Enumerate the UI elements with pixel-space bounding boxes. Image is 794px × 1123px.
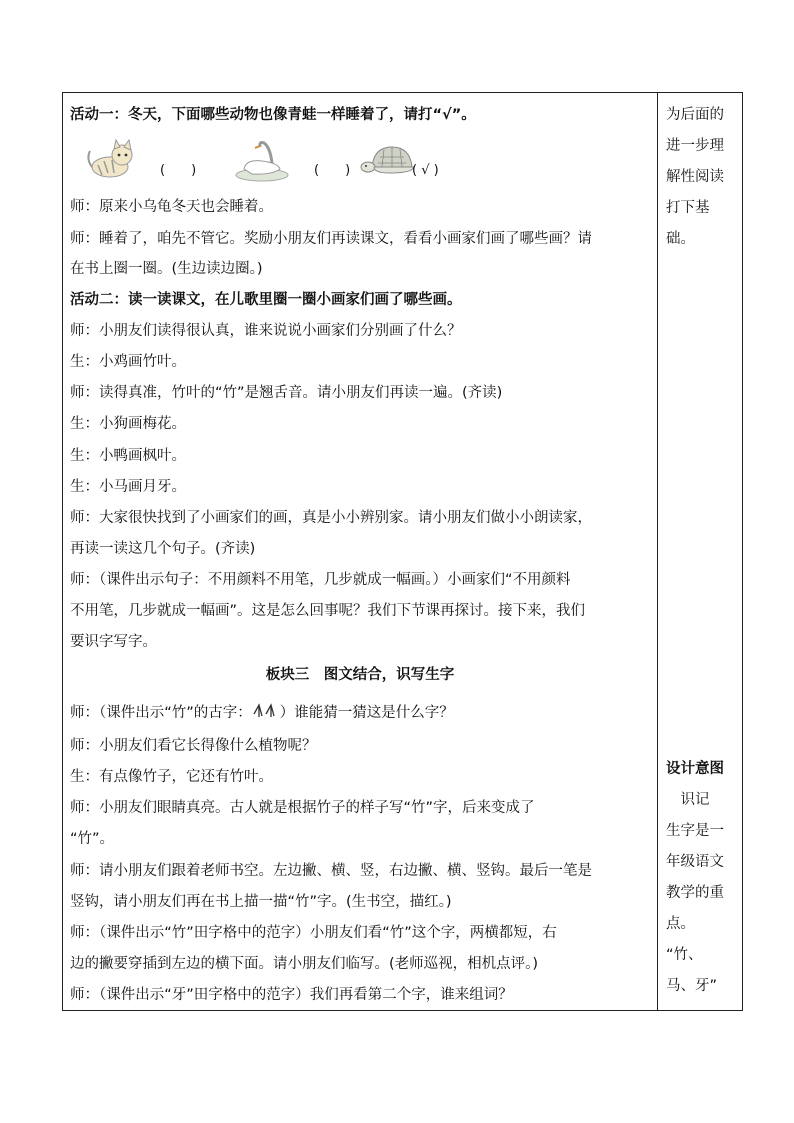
- swan-icon: [232, 137, 292, 183]
- cat-answer[interactable]: ( ): [160, 163, 197, 178]
- text-line: 要识字写字。: [70, 634, 157, 650]
- activity2-title: 活动二：读一读课文，在儿歌里圈一圈小画家们画了哪些画。: [70, 292, 462, 308]
- side-note-line: 础。: [666, 231, 695, 247]
- text-line: 师：（课件出示“竹”田字格中的范字）小朋友们看“竹”这个字，两横都短，右: [70, 925, 557, 941]
- ancient-line-after: ）谁能猜一猜这是什么字？: [279, 705, 454, 721]
- text-line: 师：（课件出示句子：不用颜料不用笔，几步就成一幅画。）小画家们“不用颜料: [70, 572, 571, 588]
- ancient-glyph-line: [70, 702, 454, 723]
- text-line: 生：有点像竹子，它还有竹叶。: [70, 769, 273, 785]
- side-note-line: 马、牙”: [666, 978, 718, 994]
- side-note-line: 为后面的: [666, 107, 724, 123]
- ancient-line-before: 师：（课件出示“竹”的古字：: [70, 705, 252, 721]
- animal-choices: [82, 137, 642, 185]
- side-note-line: 解性阅读: [666, 169, 724, 185]
- text-line: 生：小鸡画竹叶。: [70, 354, 186, 370]
- column-divider: [657, 93, 658, 1010]
- side-note-line: 进一步理: [666, 138, 724, 154]
- text-line: 师：读得真准，竹叶的“竹”是翘舌音。请小朋友们再读一遍。(齐读): [70, 385, 503, 401]
- text-line: 生：小狗画梅花。: [70, 416, 186, 432]
- cat-icon: [84, 137, 140, 181]
- section3-title: 板块三 图文结合，识写生字: [265, 667, 455, 683]
- text-line: 师：（课件出示“牙”田字格中的范字）我们再看第二个字，谁来组词？: [70, 987, 513, 1003]
- text-line: 生：小鸭画枫叶。: [70, 448, 186, 464]
- swan-answer[interactable]: ( ): [314, 163, 351, 178]
- text-line: “竹”。: [70, 831, 115, 847]
- text-line: 不用笔，几步就成一幅画”。这是怎么回事呢？我们下节课再探讨。接下来，我们: [70, 603, 586, 619]
- text-line: 师：原来小乌龟冬天也会睡着。: [70, 199, 273, 215]
- side-note-line: 教学的重: [666, 885, 724, 901]
- text-line: 师：大家很快找到了小画家们的画，真是小小辨别家。请小朋友们做小小朗读家，: [70, 510, 592, 526]
- text-line: 再读一读这几个句子。(齐读): [70, 541, 256, 557]
- side-note-line: 生字是一: [666, 823, 724, 839]
- side-note-line: 点。: [666, 916, 695, 932]
- turtle-answer[interactable]: ( √ ): [412, 163, 439, 178]
- text-line: 师：小朋友们看它长得像什么植物呢？: [70, 738, 317, 754]
- text-line: 师：睡着了，咱先不管它。奖励小朋友们再读课文，看看小画家们画了哪些画？请: [70, 231, 592, 247]
- side-note-line: 识记: [666, 792, 710, 808]
- text-line: 师：小朋友们读得很认真，谁来说说小画家们分别画了什么？: [70, 323, 462, 339]
- text-line: 边的撇要穿插到左边的横下面。请小朋友们临写。(老师巡视，相机点评。): [70, 956, 539, 972]
- text-line: 竖钩，请小朋友们再在书上描一描“竹”字。(生书空，描红。): [70, 894, 452, 910]
- text-line: 师：请小朋友们跟着老师书空。左边撇、横、竖，右边撇、横、竖钩。最后一笔是: [70, 863, 592, 879]
- side-note-line: 打下基: [666, 200, 710, 216]
- side-note-line: “竹、: [666, 947, 703, 963]
- text-line: 在书上圈一圈。(生边读边圈。): [70, 261, 263, 277]
- lesson-plan-table: [62, 92, 743, 1011]
- side-note-line: 年级语文: [666, 854, 724, 870]
- design-intent-heading: 设计意图: [666, 761, 724, 777]
- text-line: 师：小朋友们眼睛真亮。古人就是根据竹子的样子写“竹”字，后来变成了: [70, 800, 535, 816]
- text-line: 生：小马画月牙。: [70, 479, 186, 495]
- ancient-bamboo-glyph-icon: [252, 702, 280, 720]
- turtle-icon: [360, 137, 420, 181]
- activity1-title: 活动一：冬天，下面哪些动物也像青蛙一样睡着了，请打“√”。: [70, 107, 476, 123]
